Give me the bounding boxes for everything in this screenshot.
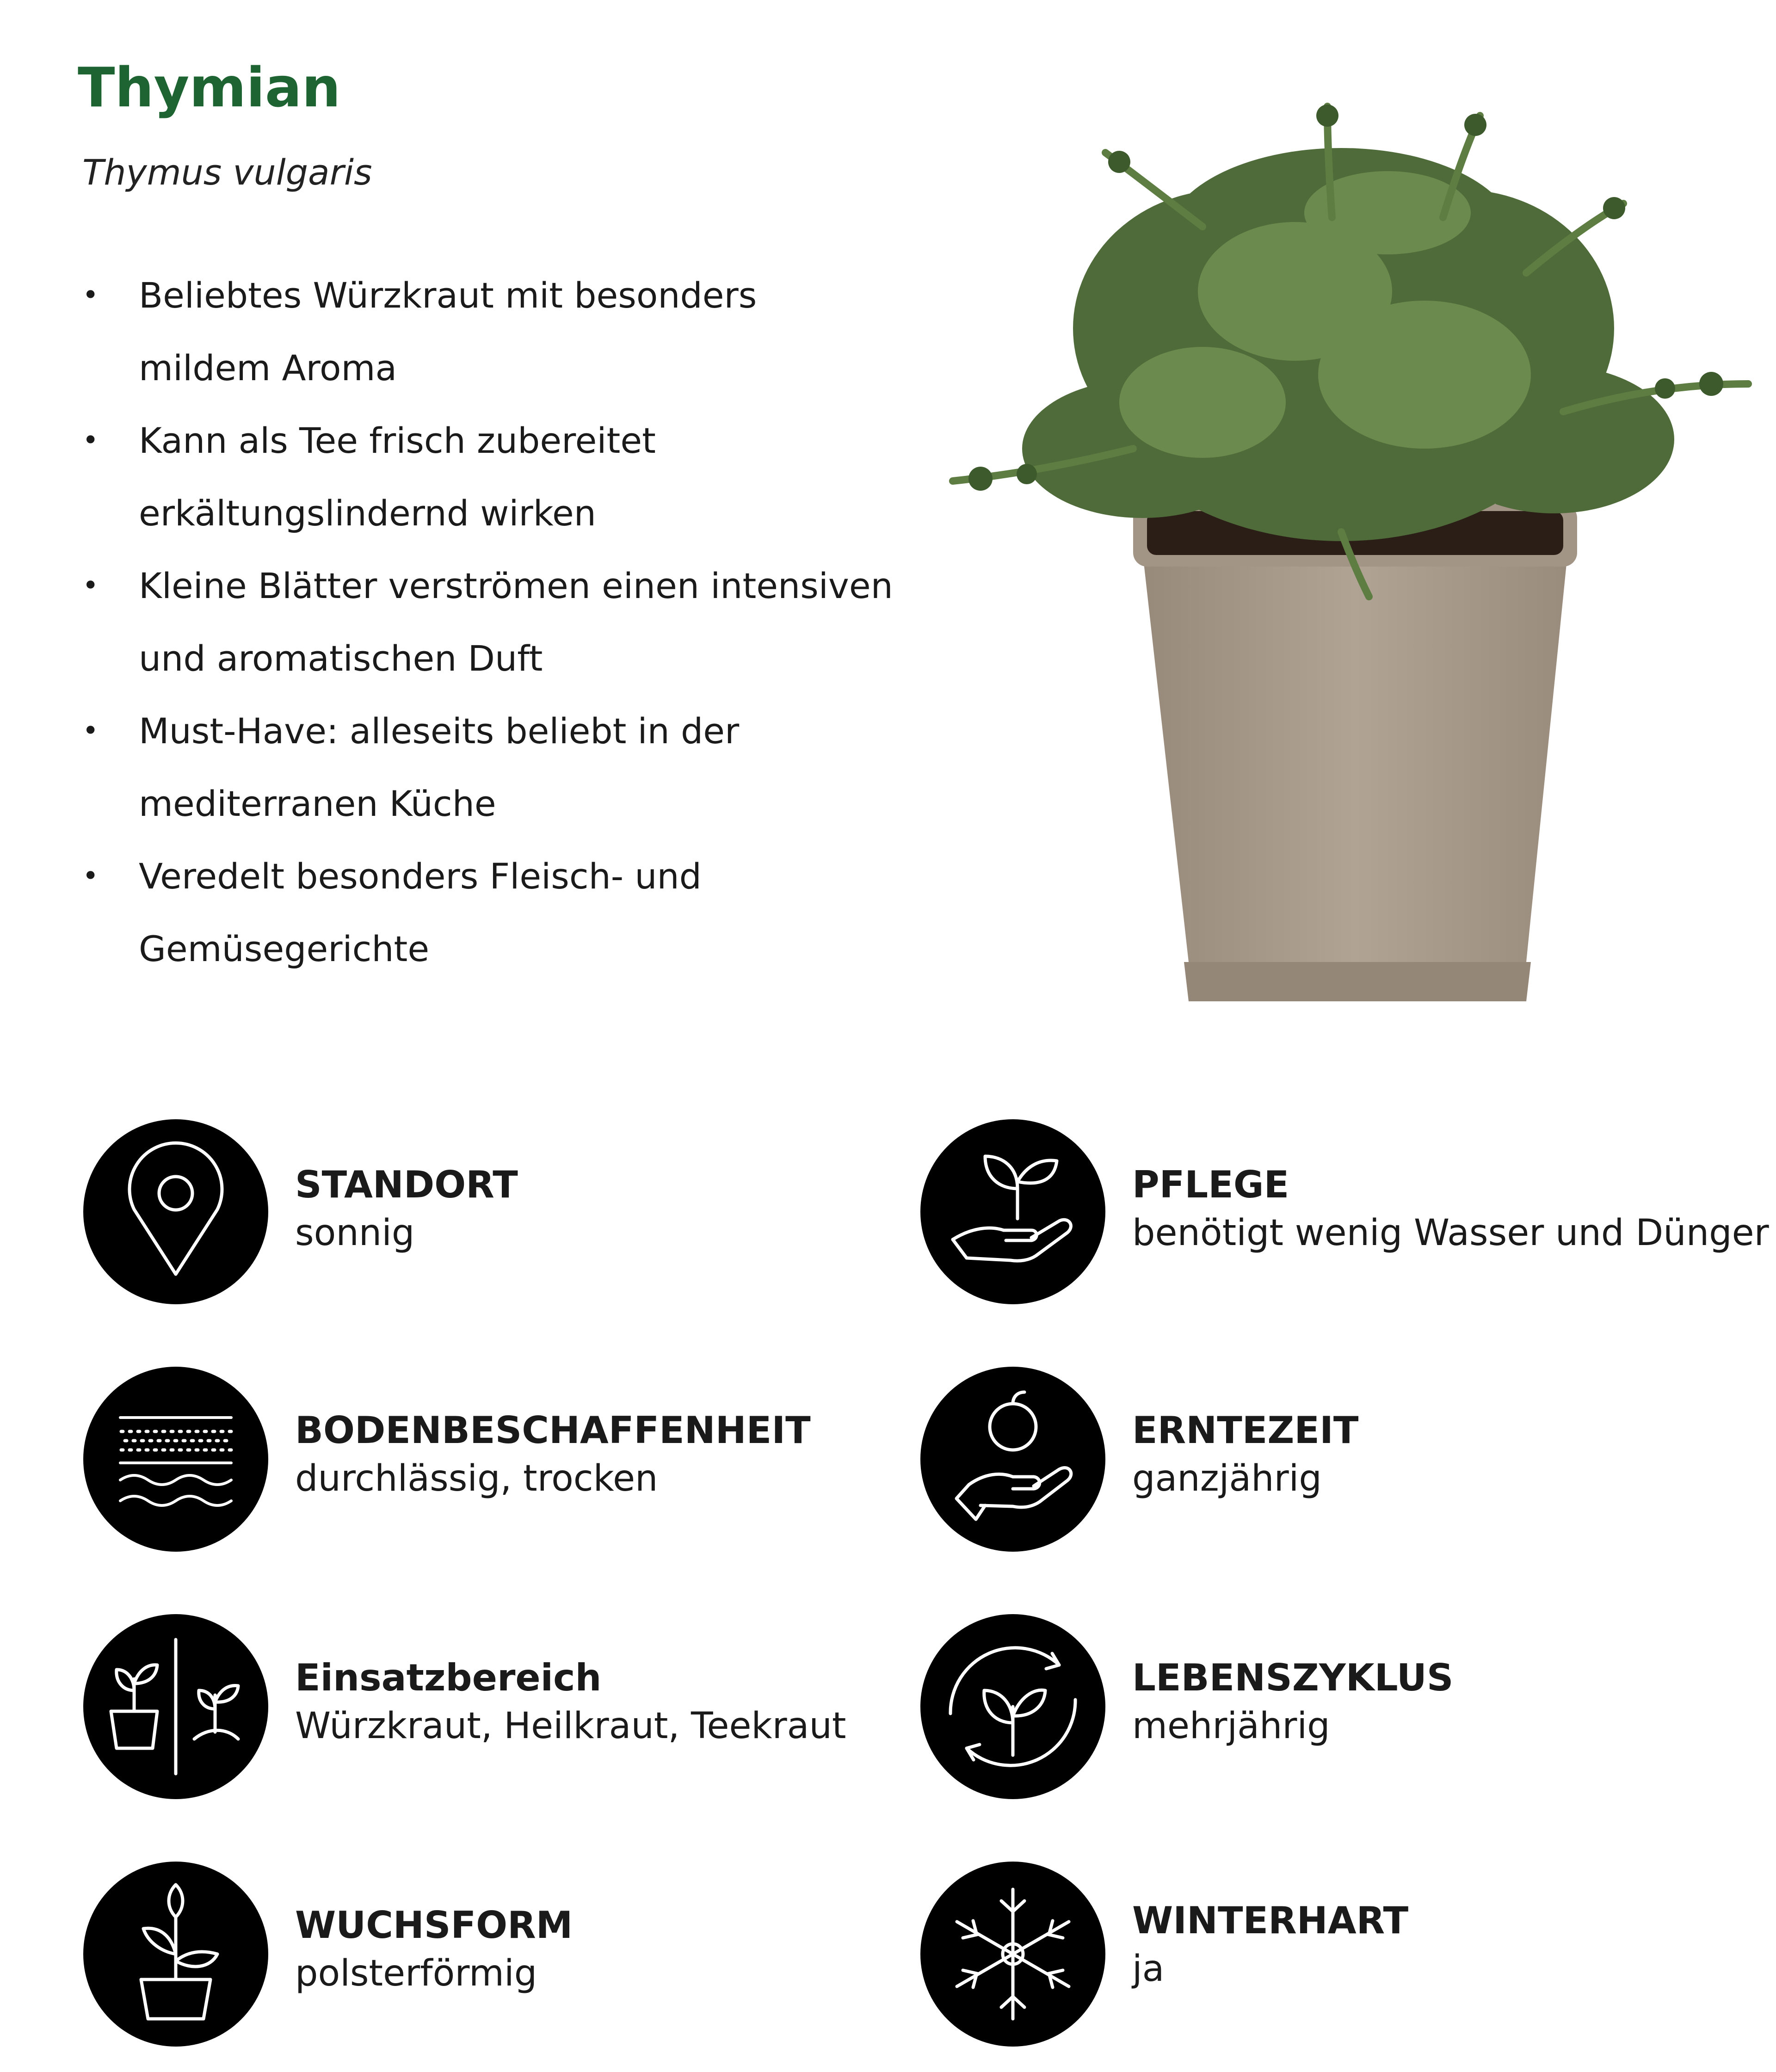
feature-lebenszyklus [920, 1614, 1734, 1799]
bullet-marker: • [82, 715, 99, 747]
feature-label: ERNTEZEIT [1132, 1409, 1359, 1452]
feature-value: benötigt wenig Wasser und Dünger [1132, 1212, 1769, 1254]
feature-label: BODENBESCHAFFENHEIT [295, 1409, 811, 1452]
hand-seedling-icon [920, 1119, 1105, 1304]
feature-value: mehrjährig [1132, 1705, 1330, 1747]
feature-bullet-list [78, 259, 901, 985]
feature-pflege [920, 1119, 1769, 1304]
hand-fruit-icon [920, 1367, 1105, 1552]
bullet-marker: • [82, 279, 99, 311]
bullet-line: und aromatischen Duft [139, 638, 543, 679]
feature-label: LEBENSZYKLUS [1132, 1656, 1454, 1699]
bullet-marker: • [82, 569, 99, 602]
feature-standort [83, 1119, 897, 1304]
feature-value: Würzkraut, Heilkraut, Teekraut [295, 1705, 846, 1747]
feature-label: WINTERHART [1132, 1899, 1409, 1942]
bullet-marker: • [82, 860, 99, 892]
feature-label: WUCHSFORM [295, 1904, 573, 1947]
product-image-thyme-pot [925, 88, 1758, 1031]
bullet-marker: • [82, 424, 99, 456]
location-pin-icon [83, 1119, 268, 1304]
bullet-line: erkältungslindernd wirken [139, 493, 596, 534]
snowflake-icon [920, 1862, 1105, 2047]
bullet-line: mildem Aroma [139, 347, 397, 388]
potted-plant-icon [83, 1862, 268, 2047]
bullet-line: Gemüsegerichte [139, 928, 430, 969]
product-latin-name: Thymus vulgaris [82, 152, 372, 193]
bullet-line: • Kann als Tee frisch zubereitet [78, 404, 901, 477]
pot-and-ground-icon [83, 1614, 268, 1799]
feature-erntezeit [920, 1367, 1734, 1552]
feature-bodenbeschaffenheit [83, 1367, 897, 1552]
feature-winterhart [920, 1862, 1734, 2047]
feature-value: ja [1132, 1948, 1165, 1990]
feature-value: sonnig [295, 1212, 415, 1254]
feature-label: Einsatzbereich [295, 1656, 602, 1699]
lifecycle-leaf-icon [920, 1614, 1105, 1799]
product-title: Thymian [78, 56, 341, 119]
feature-wuchsform [83, 1862, 897, 2047]
bullet-line: • Veredelt besonders Fleisch- und [78, 840, 901, 913]
feature-value: ganzjährig [1132, 1458, 1322, 1499]
bullet-line: • Kleine Blätter verströmen einen intensiven [78, 549, 901, 622]
feature-label: PFLEGE [1132, 1163, 1289, 1206]
feature-label: STANDORT [295, 1163, 518, 1206]
bullet-line: • Must-Have: alleseits beliebt in der [78, 695, 901, 767]
feature-einsatzbereich [83, 1614, 897, 1799]
feature-value: durchlässig, trocken [295, 1458, 658, 1499]
soil-layers-icon [83, 1367, 268, 1552]
bullet-line: mediterranen Küche [139, 783, 496, 824]
feature-value: polsterförmig [295, 1953, 537, 1994]
bullet-line: • Beliebtes Würzkraut mit besonders [78, 259, 901, 332]
